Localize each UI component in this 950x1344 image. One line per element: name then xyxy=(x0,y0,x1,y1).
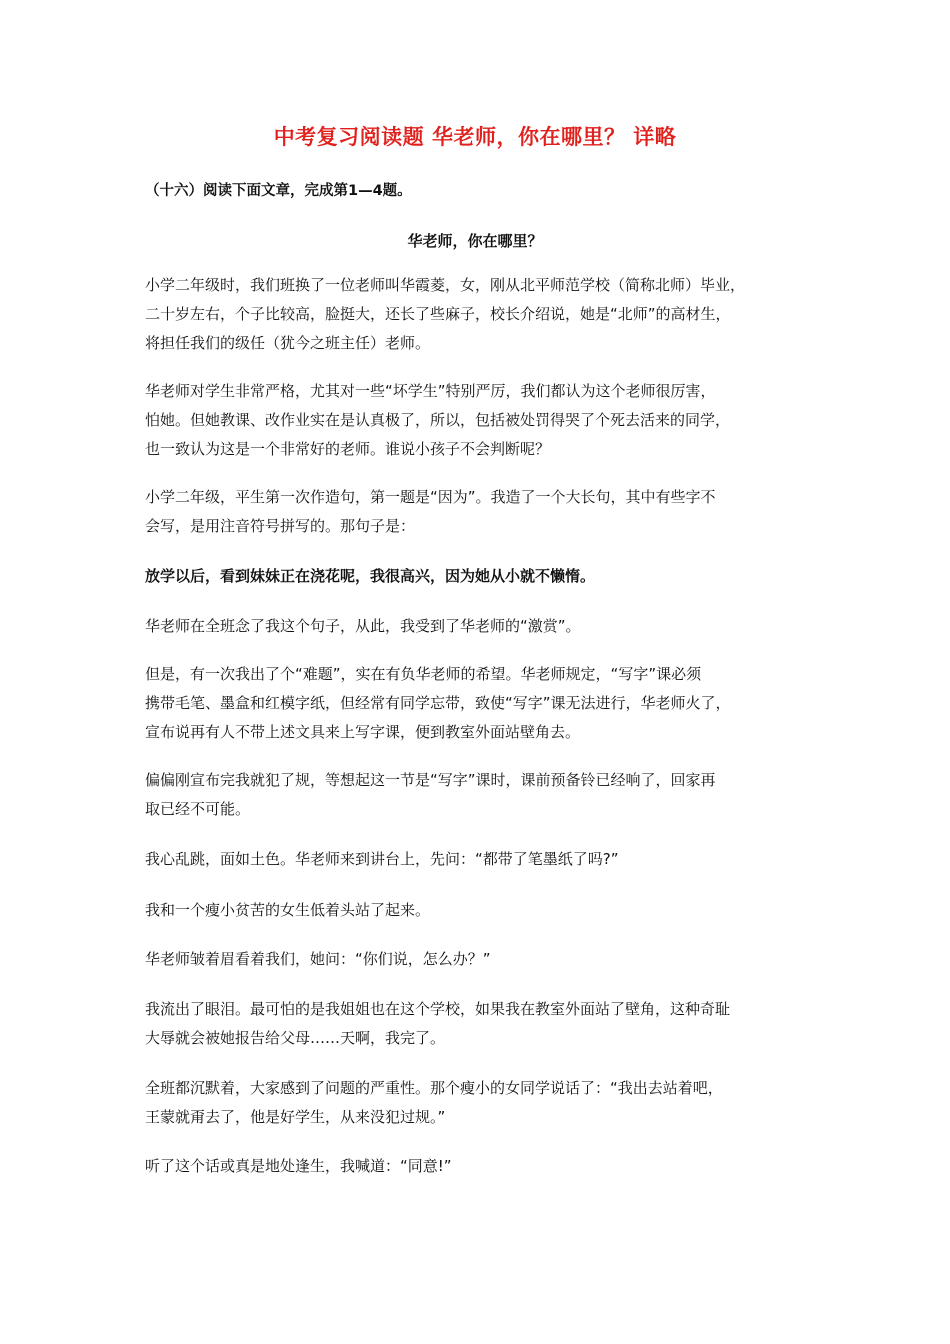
text-line: 放学以后，看到妹妹正在浇花呢，我很高兴，因为她从小就不懒惰。 xyxy=(145,567,596,585)
text-line: 携带毛笔、墨盒和红模字纸，但经常有同学忘带，致使“写字”课无法进行，华老师火了， xyxy=(145,694,731,712)
text-line: 我心乱跳，面如土色。华老师来到讲台上，先问：“都带了笔墨纸了吗?” xyxy=(145,850,619,868)
paragraph-3 xyxy=(145,483,815,541)
text-line: 偏偏刚宣布完我就犯了规，等想起这一节是“写字”课时，课前预备铃已经响了，回家再 xyxy=(145,771,716,789)
text-line: 我和一个瘦小贫苦的女生低着头站了起来。 xyxy=(145,901,431,919)
paragraph-11 xyxy=(145,995,815,1053)
paragraph-8 xyxy=(145,845,815,874)
text-line: 将担任我们的级任（犹今之班主任）老师。 xyxy=(145,334,431,352)
text-line: 华老师在全班念了我这个句子，从此，我受到了华老师的“激赏”。 xyxy=(145,617,581,635)
text-line: 王蒙就甭去了，他是好学生，从来没犯过规。” xyxy=(145,1108,446,1126)
text-line: 宣布说再有人不带上述文具来上写字课，便到教室外面站壁角去。 xyxy=(145,723,581,741)
text-line: 我流出了眼泪。最可怕的是我姐姐也在这个学校，如果我在教室外面站了壁角，这种奇耻 xyxy=(145,1000,731,1018)
text-line: 怕她。但她教课、改作业实在是认真极了，所以，包括被处罚得哭了个死去活来的同学， xyxy=(145,411,731,429)
text-line: 华老师对学生非常严格，尤其对一些“坏学生”特别严厉，我们都认为这个老师很厉害， xyxy=(145,382,716,400)
text-line: 小学二年级，平生第一次作造句，第一题是“因为”。我造了一个大长句，其中有些字不 xyxy=(145,488,716,506)
text-line: 取已经不可能。 xyxy=(145,800,251,818)
text-line: 小学二年级时，我们班换了一位老师叫华霞菱，女，刚从北平师范学校（简称北师）毕业， xyxy=(145,276,746,294)
text-line: 听了这个话或真是地处逢生，我喊道：“同意!” xyxy=(145,1157,452,1175)
paragraph-5 xyxy=(145,612,815,641)
document-title: 中考复习阅读题 华老师，你在哪里？ 详略 xyxy=(273,125,677,149)
paragraph-7 xyxy=(145,766,815,824)
text-line: 会写，是用注音符号拼写的。那句子是： xyxy=(145,517,416,535)
text-line: 全班都沉默着，大家感到了问题的严重性。那个瘦小的女同学说话了：“我出去站着吧， xyxy=(145,1079,723,1097)
paragraph-13 xyxy=(145,1152,815,1181)
text-line: 也一致认为这是一个非常好的老师。谁说小孩子不会判断呢？ xyxy=(145,440,551,458)
section-intro: （十六）阅读下面文章，完成第1—4题。 xyxy=(145,183,412,199)
article-title: 华老师，你在哪里？ xyxy=(407,232,543,250)
paragraph-9 xyxy=(145,896,815,925)
paragraph-1 xyxy=(145,271,815,358)
paragraph-2 xyxy=(145,377,815,464)
text-line: 华老师皱着眉看着我们，她问：“你们说，怎么办？” xyxy=(145,950,491,968)
text-line: 大辱就会被她报告给父母……天啊，我完了。 xyxy=(145,1029,446,1047)
example-sentence xyxy=(145,562,815,591)
text-line: 二十岁左右，个子比较高，脸挺大，还长了些麻子，校长介绍说，她是“北师”的高材生， xyxy=(145,305,731,323)
paragraph-6 xyxy=(145,660,815,747)
paragraph-12 xyxy=(145,1074,815,1132)
paragraph-10 xyxy=(145,945,815,974)
text-line: 但是，有一次我出了个“难题”，实在有负华老师的希望。华老师规定，“写字”课必须 xyxy=(145,665,702,683)
